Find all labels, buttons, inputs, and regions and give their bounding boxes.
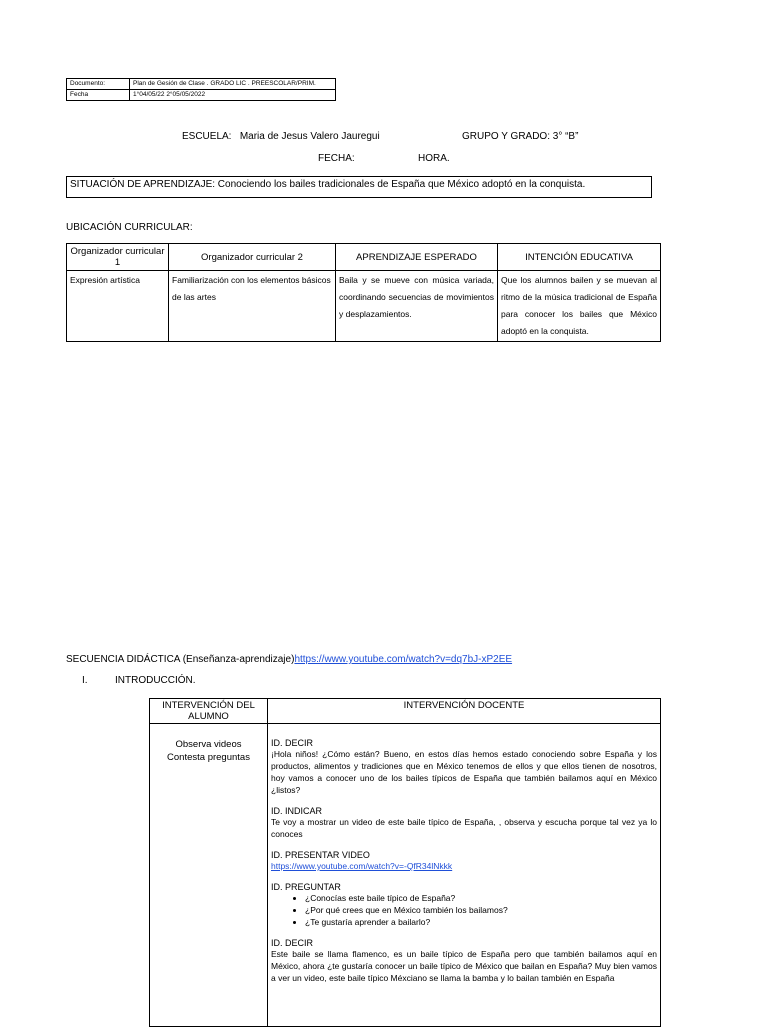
cell-aprendizaje-esperado: Baila y se mueve con música variada, coordinando secuencias de movimientos y desplazamientos. [336, 271, 498, 342]
fecha-label: FECHA: [318, 153, 355, 164]
list-item: • ¿Conocías este baile típico de España? [305, 892, 657, 904]
alumno-observa: Observa videos [175, 739, 242, 750]
grupo-grado: GRUPO Y GRADO: 3° “B” [462, 131, 579, 142]
secuencia-link[interactable]: https://www.youtube.com/watch?v=dq7bJ-xP2EE [294, 654, 513, 665]
preguntar-title: ID. PREGUNTAR [271, 882, 341, 892]
decir-1-title: ID. DECIR [271, 738, 314, 748]
header-intervencion-alumno: INTERVENCIÓN DEL ALUMNO [150, 699, 268, 724]
intro-title: INTRODUCCIÓN. [115, 675, 196, 686]
intro-numeral: I. [82, 675, 88, 686]
decir-2-body: Este baile se llama flamenco, es un baile típico de España pero que también bailamos aquí en México, ahora ¿te gustaría conocer un baile típico de México que bailan en España? Muy bien vamos a ver un video, este baile típico Méxciano se llama la bamba y lo bailan también en España [271, 949, 657, 983]
cell-organizador-2: Familiarización con los elementos básicos de las artes [169, 271, 336, 342]
curricular-table [66, 243, 661, 342]
table-row [67, 271, 661, 342]
cell-organizador-1: Expresión artística [67, 271, 169, 342]
escuela-label: ESCUELA: [182, 131, 232, 142]
indicar-title: ID. INDICAR [271, 806, 323, 816]
section-indicar [271, 806, 657, 840]
ubicacion-curricular-title: UBICACIÓN CURRICULAR: [66, 222, 193, 233]
section-preguntar [271, 882, 657, 928]
cell-alumno [150, 724, 268, 1027]
documento-label: Documento: [67, 79, 130, 90]
indicar-body: Te voy a mostrar un video de este baile típico de España, , observa y escucha porque tal vez ya lo conoces [271, 817, 657, 839]
section-decir-2 [271, 938, 657, 984]
decir-2-title: ID. DECIR [271, 938, 314, 948]
hora-label: HORA. [418, 153, 450, 164]
fecha-value: 1°04/05/22 2°05/05/2022 [130, 90, 336, 101]
video-title: ID. PRESENTAR VIDEO [271, 850, 370, 860]
secuencia-line [66, 654, 512, 665]
list-item: • ¿Te gustaría aprender a bailarlo? [305, 916, 657, 928]
header-intervencion-docente: INTERVENCIÓN DOCENTE [268, 699, 661, 724]
intervencion-table [149, 698, 661, 1027]
cell-intencion-educativa: Que los alumnos bailen y se muevan al ritmo de la música tradicional de España para conocer los bailes que México adoptó en la conquista. [498, 271, 661, 342]
header-organizador-2: Organizador curricular 2 [169, 244, 336, 271]
escuela-line [182, 131, 380, 142]
header-intencion-educativa: INTENCIÓN EDUCATIVA [498, 244, 661, 271]
cell-docente [268, 724, 661, 1027]
table-row [150, 724, 661, 1027]
preguntas-list [271, 892, 657, 928]
list-item: • ¿Por qué crees que en México también los bailamos? [305, 904, 657, 916]
escuela-value: Maria de Jesus Valero Jauregui [239, 131, 380, 142]
section-presentar-video [271, 850, 657, 872]
header-organizador-1: Organizador curricular 1 [67, 244, 169, 271]
section-decir-1 [271, 738, 657, 796]
alumno-contesta: Contesta preguntas [167, 752, 250, 763]
video-link[interactable]: https://www.youtube.com/watch?v=-QfR34lNkkk [271, 861, 453, 871]
documento-value: Plan de Gesión de Clase . GRADO LIC . PREESCOLAR/PRIM. [130, 79, 336, 90]
fecha-key: Fecha [67, 90, 130, 101]
secuencia-label: SECUENCIA DIDÁCTICA (Enseñanza-aprendizaje) [66, 654, 295, 665]
header-aprendizaje-esperado: APRENDIZAJE ESPERADO [336, 244, 498, 271]
situacion-aprendizaje: SITUACIÓN DE APRENDIZAJE: Conociendo los bailes tradicionales de España que México adoptó en la conquista. [66, 176, 652, 198]
document-info-table [66, 78, 336, 101]
decir-1-body: ¡Hola niños! ¿Cómo están? Bueno, en estos días hemos estado conociendo sobre España y los productos, alimentos y tradiciones que en México tenemos de ellos y que ellos tienen de nosotros, hoy vamos a conocer uno de los bailes típicos de España que también bailamos aquí en México ¿listos? [271, 749, 657, 795]
